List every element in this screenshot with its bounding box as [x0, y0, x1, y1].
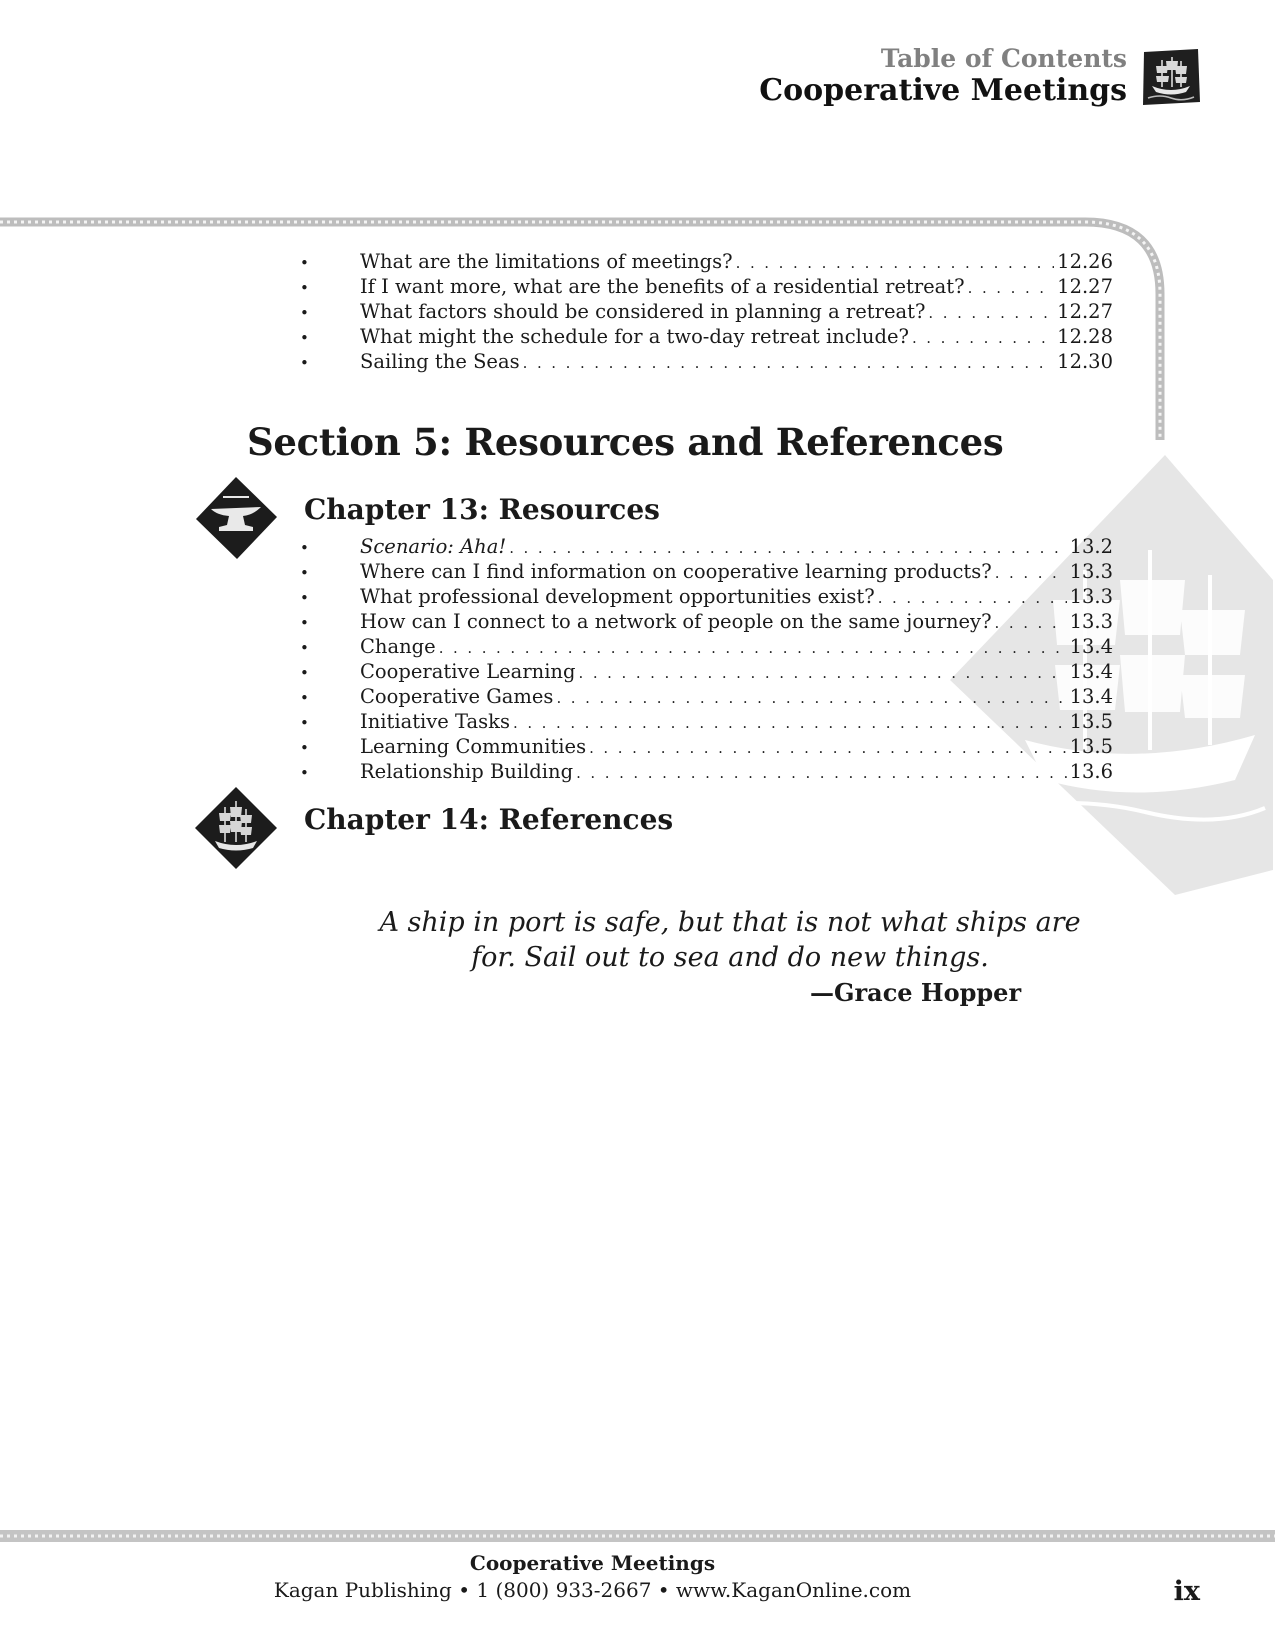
toc-entry[interactable]: • Change . . . 13.4	[300, 635, 1113, 660]
toc-entry-label: Scenario: Aha!	[360, 535, 507, 558]
section-title: Section 5: Resources and References	[247, 420, 1004, 464]
toc-entry[interactable]: • Sailing the Seas . . . 12.30	[300, 350, 1113, 375]
toc-entry[interactable]: • Cooperative Learning . . . 13.4	[300, 660, 1113, 685]
chapter-13-toc-list	[300, 535, 1113, 785]
toc-entry[interactable]: • What professional development opportunities exist? . . . 13.3	[300, 585, 1113, 610]
toc-entry[interactable]: • How can I connect to a network of people on the same journey? . . . 13.3	[300, 610, 1113, 635]
anvil-icon	[193, 475, 279, 561]
toc-entry-page: 12.27	[1057, 275, 1113, 298]
toc-entry[interactable]: • Relationship Building . . . 13.6	[300, 760, 1113, 785]
footer-rope	[0, 1530, 1275, 1542]
toc-entry-label: Where can I find information on cooperative learning products?	[360, 560, 992, 583]
toc-entry-label: Learning Communities	[360, 735, 587, 758]
toc-entry-label: What factors should be considered in planning a retreat?	[360, 300, 926, 323]
toc-entry-label: Cooperative Learning	[360, 660, 576, 683]
toc-entry-page: 13.3	[1069, 585, 1113, 608]
toc-entry-page: 13.6	[1069, 760, 1113, 783]
continued-toc-list	[300, 250, 1113, 375]
toc-entry-label: Change	[360, 635, 436, 658]
page-header	[759, 44, 1127, 108]
quote-line-2: for. Sail out to sea and do new things.	[471, 942, 989, 973]
header-subtitle: Table of Contents	[880, 44, 1127, 73]
toc-entry-label: Cooperative Games	[360, 685, 554, 708]
header-title: Cooperative Meetings	[759, 73, 1127, 108]
chapter-14-title[interactable]: Chapter 14: References	[304, 803, 674, 836]
footer-title: Cooperative Meetings	[469, 1551, 716, 1575]
toc-entry-label: Relationship Building	[360, 760, 574, 783]
toc-entry[interactable]: • What factors should be considered in planning a retreat? . . . 12.27	[300, 300, 1113, 325]
quote-line-1: A ship in port is safe, but that is not what ships are	[379, 907, 1081, 938]
toc-entry-label: Initiative Tasks	[360, 710, 510, 733]
toc-entry-label: What might the schedule for a two-day retreat include?	[360, 325, 909, 348]
toc-entry[interactable]: • If I want more, what are the benefits of a residential retreat? . . . 12.27	[300, 275, 1113, 300]
toc-entry-page: 13.2	[1069, 535, 1113, 558]
toc-entry[interactable]: • Learning Communities . . . 13.5	[300, 735, 1113, 760]
toc-entry-page: 12.26	[1057, 250, 1113, 273]
quote-author: —Grace Hopper	[810, 978, 1022, 1007]
ship-icon	[193, 785, 279, 871]
toc-entry-page: 12.27	[1057, 300, 1113, 323]
toc-entry[interactable]: • What might the schedule for a two-day retreat include? . . . 12.28	[300, 325, 1113, 350]
toc-entry-page: 13.3	[1069, 610, 1113, 633]
footer-publisher-line: Kagan Publishing • 1 (800) 933-2667 • www.KaganOnline.com	[273, 1578, 912, 1602]
toc-entry-page: 13.4	[1069, 635, 1113, 658]
toc-entry[interactable]: • Initiative Tasks . . . 13.5	[300, 710, 1113, 735]
toc-entry[interactable]: • Cooperative Games . . . 13.4	[300, 685, 1113, 710]
toc-entry-label: Sailing the Seas	[360, 350, 520, 373]
toc-entry-page: 12.28	[1057, 325, 1113, 348]
quote	[370, 905, 1090, 975]
toc-entry-page: 13.4	[1069, 660, 1113, 683]
ship-logo-icon	[1140, 46, 1202, 108]
toc-entry-label: If I want more, what are the benefits of a residential retreat?	[360, 275, 965, 298]
toc-entry-label: How can I connect to a network of people on the same journey?	[360, 610, 992, 633]
toc-entry-page: 13.5	[1069, 710, 1113, 733]
page-number: ix	[1173, 1576, 1200, 1607]
chapter-13-title[interactable]: Chapter 13: Resources	[304, 493, 660, 526]
toc-entry-label: What professional development opportunities exist?	[360, 585, 875, 608]
toc-entry-page: 12.30	[1057, 350, 1113, 373]
toc-entry[interactable]: • What are the limitations of meetings? . . . 12.26	[300, 250, 1113, 275]
toc-entry[interactable]: • Scenario: Aha! . . . 13.2	[300, 535, 1113, 560]
toc-entry[interactable]: • Where can I find information on cooperative learning products? . . . 13.3	[300, 560, 1113, 585]
toc-entry-page: 13.3	[1069, 560, 1113, 583]
toc-entry-page: 13.4	[1069, 685, 1113, 708]
toc-entry-label: What are the limitations of meetings?	[360, 250, 733, 273]
toc-entry-page: 13.5	[1069, 735, 1113, 758]
